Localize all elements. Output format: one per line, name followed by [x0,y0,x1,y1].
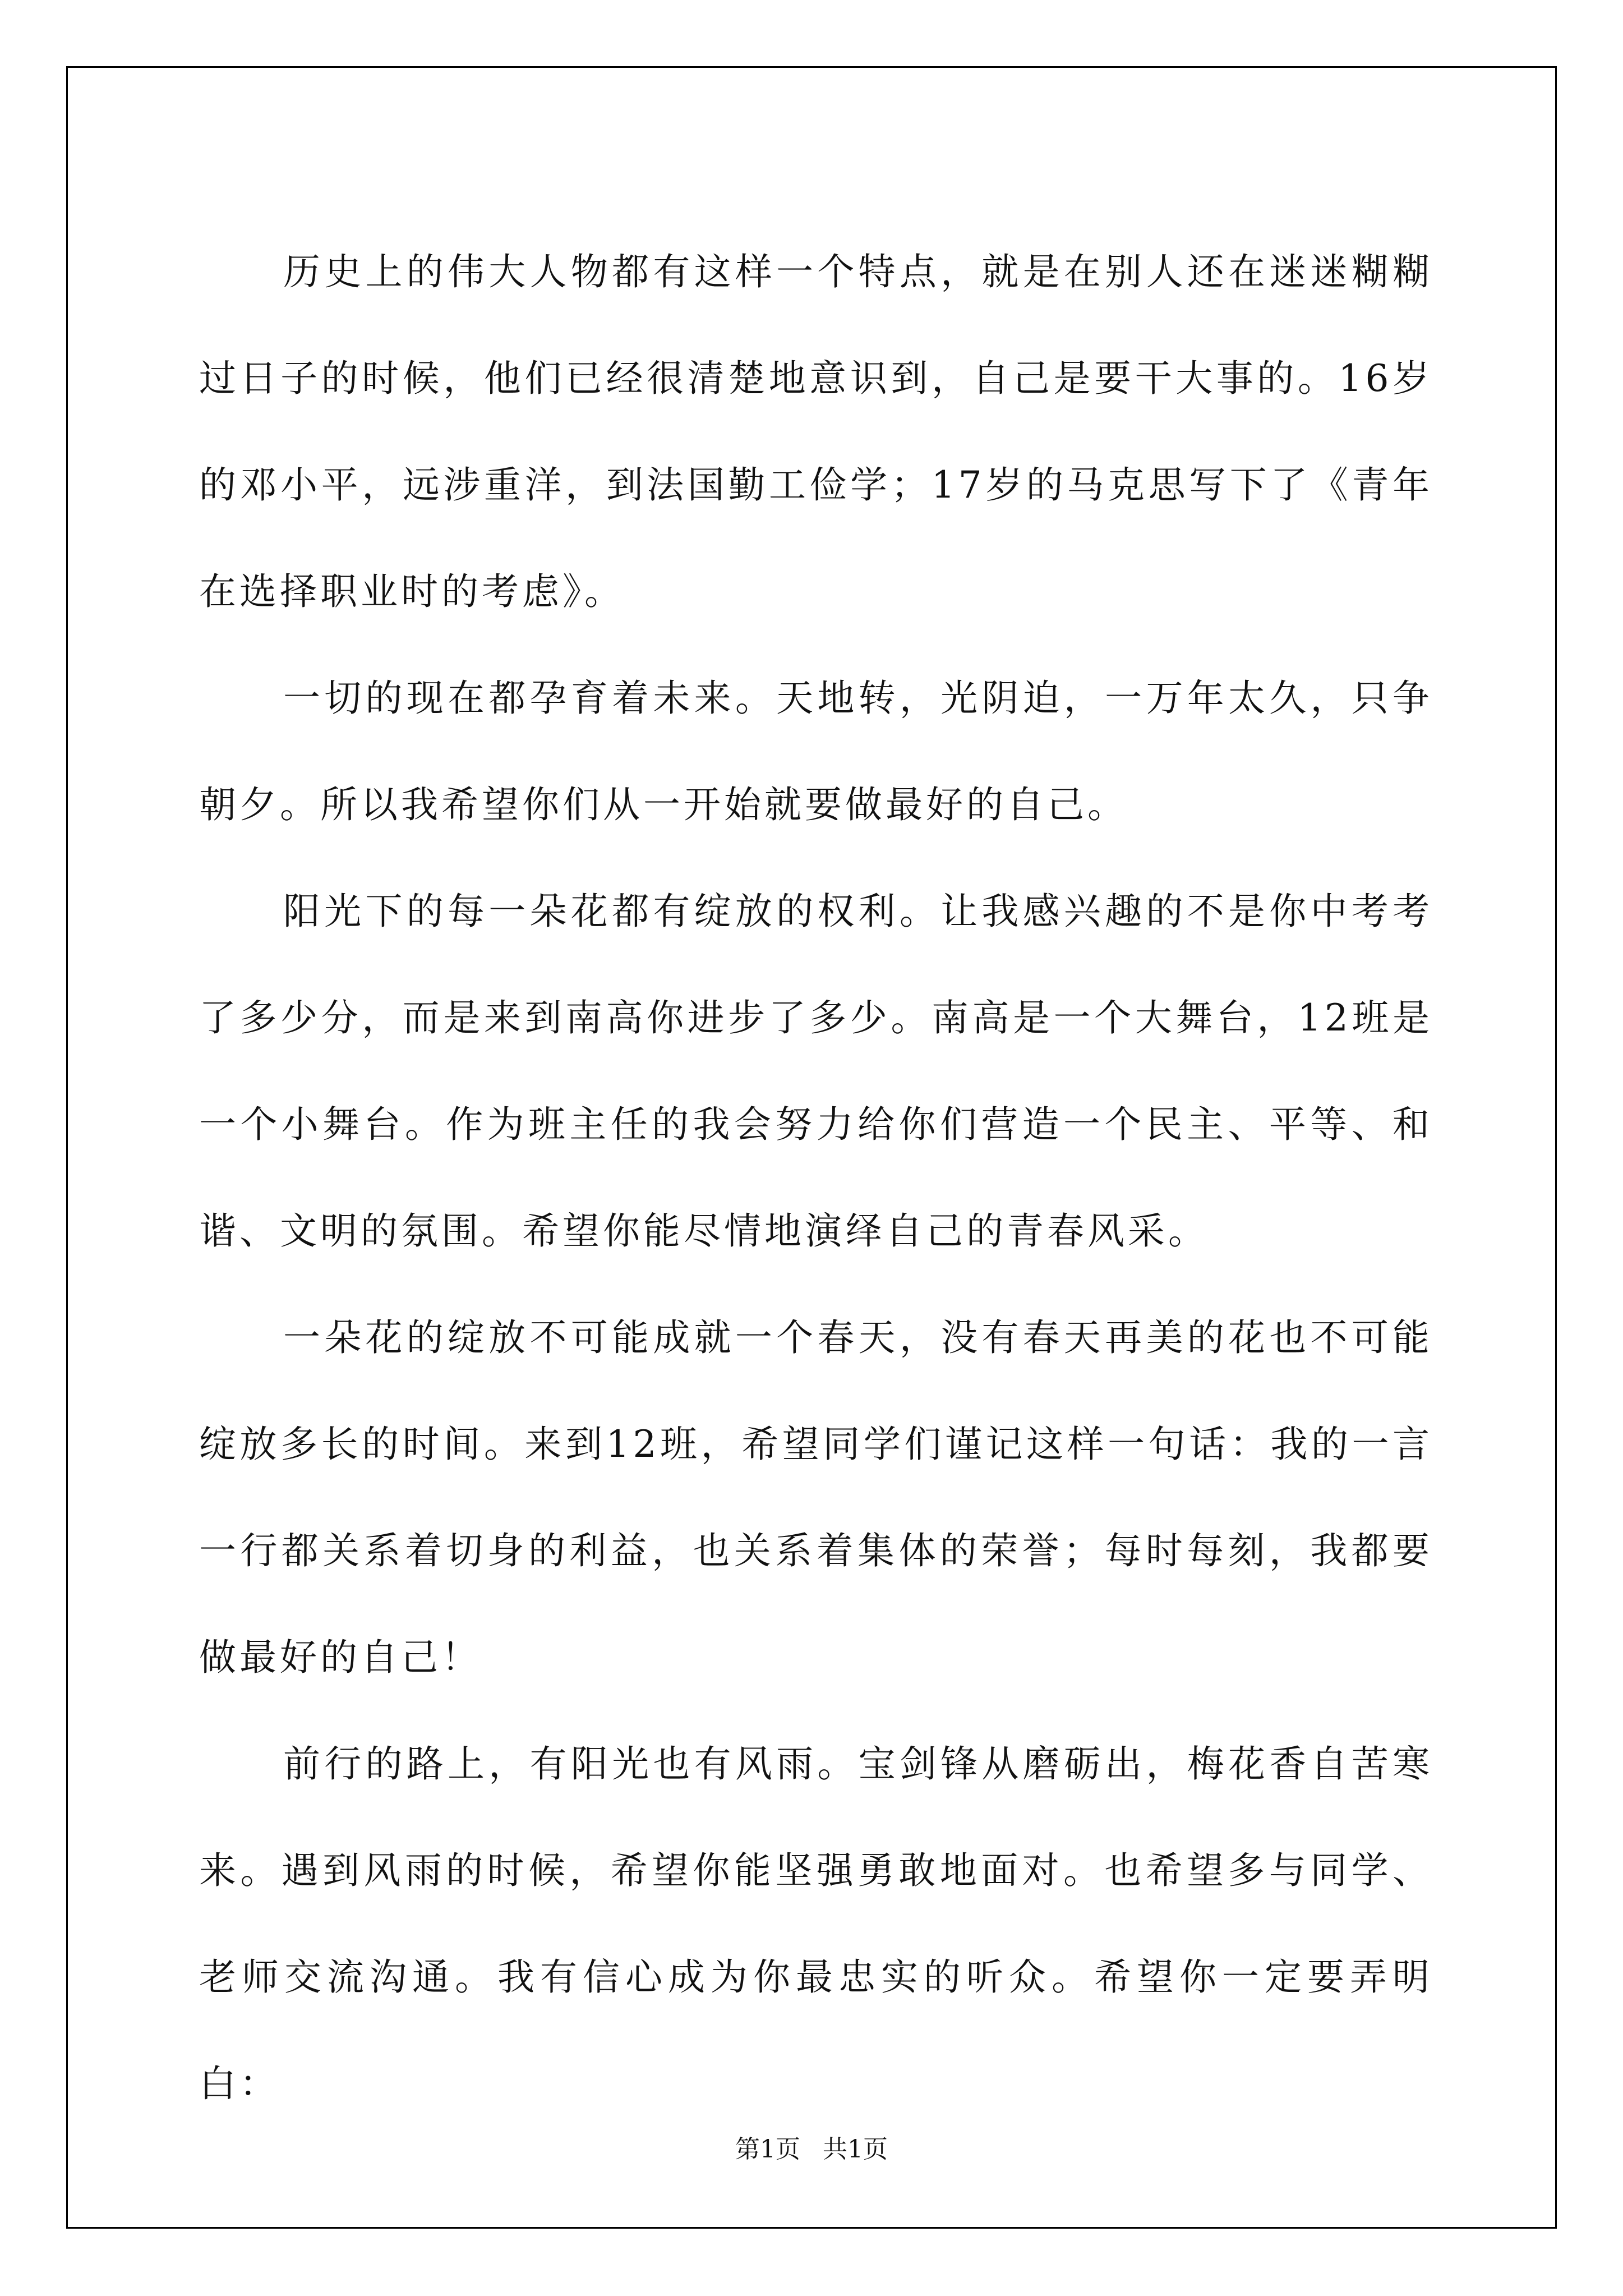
page-number-total: 共1页 [823,2135,888,2164]
document-body [199,219,1433,2137]
page-number-current: 第1页 [735,2135,800,2164]
paragraph: 一切的现在都孕育着未来。天地转，光阴迫，一万年太久，只争朝夕。所以我希望你们从一开始就要做最好的自己。 [199,677,1433,826]
paragraph: 一朵花的绽放不可能成就一个春天，没有春天再美的花也不可能绽放多长的时间。来到12班，希望同学们谨记这样一句话：我的一言一行都关系着切身的利益，也关系着集体的荣誉；每时每刻，我都要做最好的自己！ [199,1316,1433,1679]
paragraph: 前行的路上，有阳光也有风雨。宝剑锋从磨砺出，梅花香自苦寒来。遇到风雨的时候，希望你能坚强勇敢地面对。也希望多与同学、老师交流沟通。我有信心成为你最忠实的听众。希望你一定要弄明白： [199,1742,1433,2105]
paragraph: 阳光下的每一朵花都有绽放的权利。让我感兴趣的不是你中考考了多少分，而是来到南高你进步了多少。南高是一个大舞台，12班是一个小舞台。作为班主任的我会努力给你们营造一个民主、平等、和谐、文明的氛围。希望你能尽情地演绎自己的青春风采。 [199,890,1433,1253]
paragraph: 历史上的伟大人物都有这样一个特点，就是在别人还在迷迷糊糊过日子的时候，他们已经很清楚地意识到，自己是要干大事的。16岁的邓小平，远涉重洋，到法国勤工俭学；17岁的马克思写下了《青年在选择职业时的考虑》。 [199,250,1433,613]
page-footer [0,2129,1623,2165]
